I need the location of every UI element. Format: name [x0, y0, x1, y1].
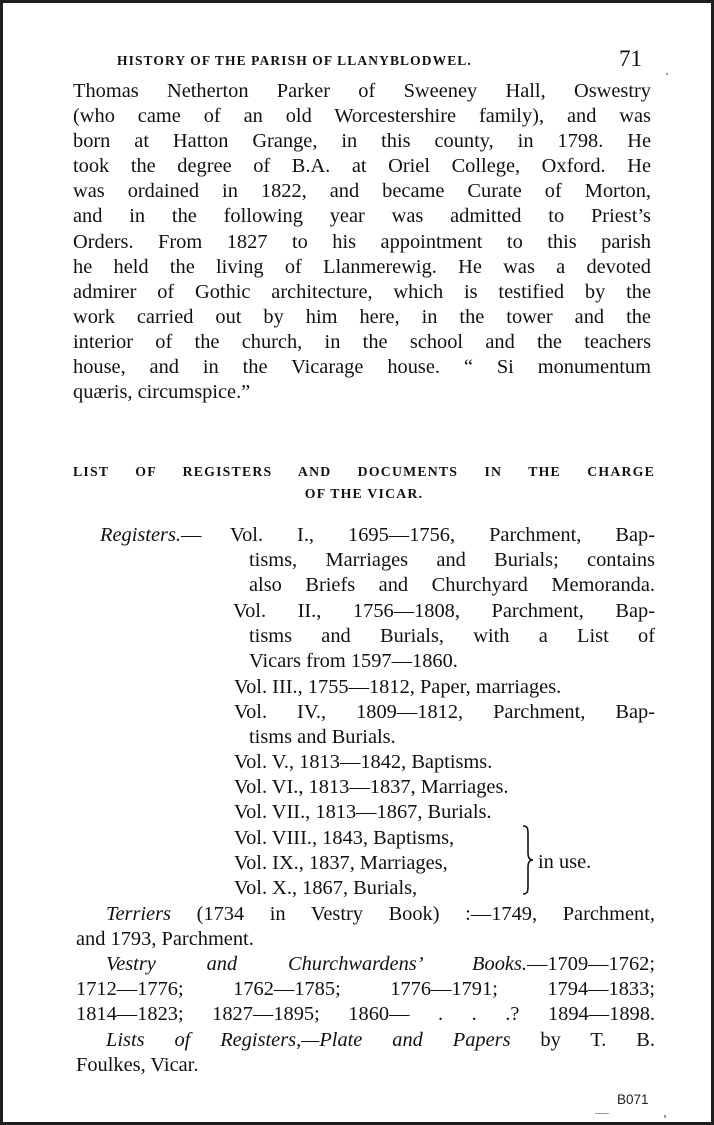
terriers-label: Terriers: [106, 903, 171, 925]
paragraph-line: work carried out by him here, in the tower and the: [73, 305, 651, 328]
register-vol-2-line-2: tisms and Burials, with a List of: [249, 625, 655, 647]
register-vol-2-line-3: Vicars from 1597—1860.: [249, 650, 458, 672]
terriers-line-1: [106, 902, 655, 927]
page-id-label: B071: [617, 1092, 649, 1107]
scan-artifact: [666, 73, 668, 75]
lists-text: by T. B.: [510, 1029, 655, 1051]
section-heading-line-1: LIST OF REGISTERS AND DOCUMENTS IN THE CHARGE: [73, 464, 655, 479]
paragraph-line: house, and in the Vicarage house. “ Si monumentum: [73, 356, 651, 379]
scan-artifact: [595, 1113, 609, 1114]
registers-dash: —: [181, 524, 202, 546]
registers-label: Registers.: [100, 524, 181, 546]
paragraph-line: quæris, circumspice.”: [73, 381, 251, 404]
register-vol-3: Vol. III., 1755—1812, Paper, marriages.: [234, 676, 562, 698]
vestry-line-1: [106, 952, 655, 977]
register-vol-7: Vol. VII., 1813—1867, Burials.: [234, 801, 492, 823]
vestry-line-3: 1814—1823; 1827—1895; 1860— . . .? 1894—1898.: [76, 1003, 655, 1025]
scanned-page: [3, 3, 711, 1122]
register-vol-6: Vol. VI., 1813—1837, Marriages.: [234, 776, 509, 798]
page-number: 71: [619, 46, 642, 71]
paragraph-line: interior of the church, in the school and the teachers: [73, 330, 651, 353]
register-vol-9: Vol. IX., 1837, Marriages,: [234, 852, 448, 874]
curly-brace-icon: [521, 825, 535, 895]
lists-line-2: Foulkes, Vicar.: [76, 1054, 199, 1076]
paragraph-line: (who came of an old Worcestershire family), and was: [73, 105, 651, 128]
register-vol-5: Vol. V., 1813—1842, Baptisms.: [234, 751, 493, 773]
paragraph-line: took the degree of B.A. at Oriel College, Oxford. He: [73, 155, 651, 178]
paragraph-line: Orders. From 1827 to his appointment to this parish: [73, 230, 651, 253]
terriers-text: (1734 in Vestry Book) :—1749, Parchment,: [170, 903, 655, 925]
lists-label: Lists of Registers,—Plate and Papers: [106, 1029, 511, 1051]
scan-artifact: [664, 1115, 666, 1118]
register-vol-8: Vol. VIII., 1843, Baptisms,: [234, 827, 455, 849]
running-head: [117, 46, 677, 71]
section-heading: [73, 461, 655, 505]
vestry-line-2: 1712—1776; 1762—1785; 1776—1791; 1794—1833;: [76, 978, 655, 1000]
register-vol-4-line-2: tisms and Burials.: [249, 726, 396, 748]
paragraph-line: Thomas Netherton Parker of Sweeney Hall, Oswestry: [73, 80, 651, 102]
paragraph-line: and in the following year was admitted to Priest’s: [73, 205, 651, 228]
register-vol-1-line-3: also Briefs and Churchyard Memoranda.: [249, 574, 655, 596]
paragraph-line: was ordained in 1822, and became Curate of Morton,: [73, 180, 651, 203]
vestry-text: —1709—1762;: [526, 953, 655, 975]
registers-entry-start: [100, 523, 201, 548]
running-head-title: HISTORY OF THE PARISH OF LLANYBLODWEL.: [117, 53, 472, 68]
paragraph-line: admirer of Gothic architecture, which is testified by the: [73, 280, 651, 303]
paragraph-line: he held the living of Llanmerewig. He was a devoted: [73, 255, 651, 278]
section-heading-line-2: OF THE VICAR.: [304, 486, 424, 501]
register-vol-1-line-1: Vol. I., 1695—1756, Parchment, Bap-: [230, 524, 655, 546]
register-vol-2-line-1: Vol. II., 1756—1808, Parchment, Bap-: [233, 600, 655, 622]
vestry-label: Vestry and Churchwardens’ Books.: [106, 953, 527, 975]
in-use-note: in use.: [538, 851, 592, 873]
register-vol-4-line-1: Vol. IV., 1809—1812, Parchment, Bap-: [234, 701, 655, 723]
register-vol-1-line-2: tisms, Marriages and Burials; contains: [249, 549, 655, 571]
paragraph-line: born at Hatton Grange, in this county, in 1798. He: [73, 130, 651, 153]
biography-paragraph: [73, 79, 651, 405]
terriers-line-2: and 1793, Parchment.: [76, 928, 254, 950]
lists-line-1: [106, 1028, 655, 1053]
register-vol-10: Vol. X., 1867, Burials,: [234, 877, 418, 899]
